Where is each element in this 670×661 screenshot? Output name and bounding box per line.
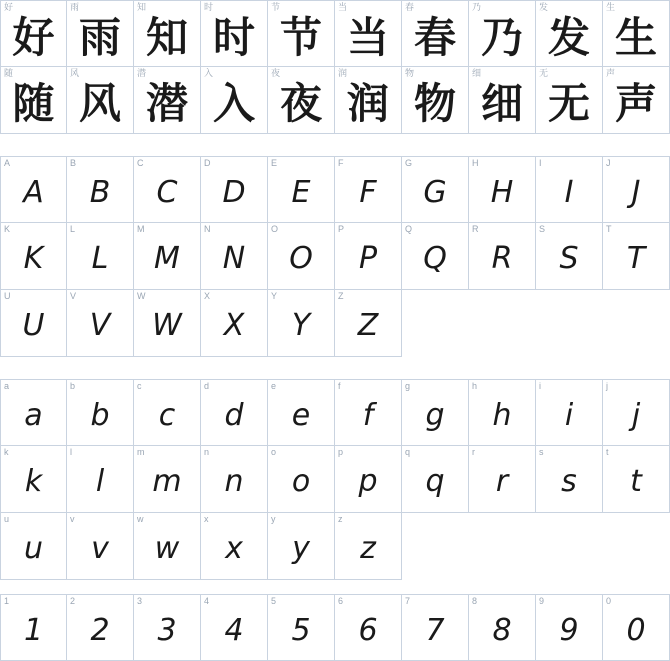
glyph-block-latin-lowercase bbox=[0, 379, 670, 580]
glyph-tag: K bbox=[4, 224, 11, 234]
glyph-char: h bbox=[492, 397, 512, 433]
glyph-char: i bbox=[564, 397, 574, 433]
glyph-char: 潜 bbox=[145, 79, 188, 128]
glyph-tag: 春 bbox=[405, 2, 415, 12]
glyph-cell bbox=[0, 513, 67, 580]
block-spacer bbox=[0, 134, 670, 156]
glyph-tag: 2 bbox=[70, 596, 76, 606]
glyph-char: 夜 bbox=[279, 79, 322, 128]
glyph-char: q bbox=[425, 464, 445, 499]
glyph-char: V bbox=[89, 308, 111, 343]
glyph-cell bbox=[134, 0, 201, 67]
glyph-cell bbox=[335, 594, 402, 661]
glyph-char: v bbox=[91, 531, 109, 566]
glyph-char: f bbox=[362, 397, 374, 433]
glyph-tag: x bbox=[204, 514, 209, 524]
block-spacer bbox=[0, 580, 670, 594]
glyph-cell-empty bbox=[469, 290, 536, 357]
glyph-char: b bbox=[90, 397, 110, 433]
glyph-cell bbox=[67, 513, 134, 580]
glyph-tag: N bbox=[204, 224, 211, 234]
glyph-cell bbox=[67, 0, 134, 67]
glyph-tag: o bbox=[271, 447, 277, 457]
glyph-cell bbox=[201, 379, 268, 446]
glyph-cell bbox=[67, 446, 134, 513]
glyph-row bbox=[0, 290, 670, 357]
glyph-tag: Q bbox=[405, 224, 413, 234]
glyph-char: n bbox=[224, 464, 244, 499]
glyph-char: S bbox=[559, 241, 579, 276]
glyph-char: u bbox=[23, 531, 43, 566]
glyph-tag: 当 bbox=[338, 2, 348, 12]
glyph-char: 当 bbox=[346, 12, 389, 62]
glyph-row bbox=[0, 594, 670, 661]
glyph-char: 好 bbox=[12, 12, 55, 62]
glyph-tag: 1 bbox=[4, 596, 10, 606]
glyph-tag: F bbox=[338, 158, 344, 168]
glyph-char: t bbox=[630, 464, 642, 499]
glyph-cell bbox=[536, 379, 603, 446]
glyph-cell bbox=[0, 0, 67, 67]
glyph-tag: 夜 bbox=[271, 68, 281, 78]
glyph-char: E bbox=[291, 174, 311, 210]
glyph-cell bbox=[335, 0, 402, 67]
glyph-tag: V bbox=[70, 291, 77, 301]
glyph-cell bbox=[134, 513, 201, 580]
glyph-row bbox=[0, 446, 670, 513]
glyph-char: 无 bbox=[547, 79, 590, 128]
glyph-cell bbox=[67, 67, 134, 134]
glyph-cell bbox=[268, 67, 335, 134]
glyph-char: m bbox=[152, 464, 182, 499]
glyph-cell bbox=[268, 156, 335, 223]
glyph-tag: l bbox=[70, 447, 72, 457]
glyph-cell bbox=[603, 67, 670, 134]
glyph-tag: c bbox=[137, 381, 142, 391]
glyph-char: I bbox=[564, 174, 574, 210]
glyph-char: 润 bbox=[346, 79, 389, 128]
glyph-tag: 物 bbox=[405, 68, 415, 78]
glyph-cell bbox=[335, 156, 402, 223]
glyph-tag: 润 bbox=[338, 68, 348, 78]
glyph-cell bbox=[0, 156, 67, 223]
glyph-cell bbox=[603, 446, 670, 513]
glyph-char: J bbox=[631, 174, 641, 210]
glyph-cell bbox=[536, 223, 603, 290]
glyph-tag: T bbox=[606, 224, 612, 234]
glyph-tag: q bbox=[405, 447, 411, 457]
glyph-cell bbox=[134, 290, 201, 357]
glyph-char: 1 bbox=[23, 612, 44, 648]
glyph-char: O bbox=[289, 241, 313, 276]
glyph-tag: O bbox=[271, 224, 279, 234]
glyph-cell bbox=[67, 223, 134, 290]
glyph-char: z bbox=[360, 531, 376, 566]
glyph-cell bbox=[402, 67, 469, 134]
glyph-cell bbox=[201, 513, 268, 580]
glyph-cell bbox=[201, 156, 268, 223]
glyph-char: j bbox=[631, 397, 641, 433]
glyph-cell-empty bbox=[536, 513, 603, 580]
glyph-cell bbox=[469, 0, 536, 67]
glyph-cell bbox=[0, 67, 67, 134]
glyph-char: 8 bbox=[492, 612, 512, 648]
glyph-cell bbox=[0, 379, 67, 446]
glyph-char: r bbox=[495, 464, 509, 499]
glyph-cell bbox=[134, 223, 201, 290]
glyph-cell bbox=[268, 223, 335, 290]
glyph-tag: 6 bbox=[338, 596, 344, 606]
glyph-tag: 无 bbox=[539, 68, 549, 78]
glyph-block-cjk-poem bbox=[0, 0, 670, 134]
glyph-char: 细 bbox=[480, 79, 523, 128]
glyph-tag: A bbox=[4, 158, 11, 168]
glyph-cell bbox=[469, 223, 536, 290]
glyph-tag: U bbox=[4, 291, 11, 301]
glyph-char: 乃 bbox=[480, 12, 523, 62]
glyph-tag: a bbox=[4, 381, 10, 391]
glyph-cell bbox=[268, 290, 335, 357]
glyph-cell bbox=[536, 446, 603, 513]
glyph-char: 3 bbox=[157, 612, 177, 648]
glyph-char: D bbox=[222, 174, 246, 210]
glyph-cell bbox=[134, 379, 201, 446]
glyph-tag: w bbox=[137, 514, 144, 524]
glyph-char: K bbox=[23, 241, 44, 276]
glyph-char: 4 bbox=[224, 612, 244, 648]
glyph-tag: Y bbox=[271, 291, 278, 301]
glyph-tag: 好 bbox=[4, 2, 14, 12]
glyph-char: c bbox=[158, 397, 176, 433]
glyph-cell bbox=[0, 446, 67, 513]
glyph-tag: v bbox=[70, 514, 75, 524]
glyph-cell bbox=[402, 223, 469, 290]
glyph-cell bbox=[469, 379, 536, 446]
glyph-cell bbox=[0, 594, 67, 661]
glyph-char: G bbox=[423, 174, 447, 210]
glyph-cell bbox=[335, 290, 402, 357]
glyph-tag: B bbox=[70, 158, 77, 168]
glyph-row bbox=[0, 67, 670, 134]
glyph-cell bbox=[335, 223, 402, 290]
glyph-row bbox=[0, 223, 670, 290]
glyph-cell bbox=[603, 594, 670, 661]
glyph-cell bbox=[0, 223, 67, 290]
glyph-tag: 乃 bbox=[472, 2, 482, 12]
glyph-cell bbox=[67, 594, 134, 661]
glyph-char: L bbox=[91, 241, 109, 276]
glyph-tag: H bbox=[472, 158, 479, 168]
glyph-char: g bbox=[425, 397, 445, 433]
glyph-cell bbox=[268, 446, 335, 513]
glyph-char: B bbox=[89, 174, 111, 210]
glyph-tag: C bbox=[137, 158, 144, 168]
glyph-cell bbox=[134, 67, 201, 134]
glyph-tag: E bbox=[271, 158, 278, 168]
glyph-tag: L bbox=[70, 224, 76, 234]
glyph-tag: 7 bbox=[405, 596, 411, 606]
glyph-tag: P bbox=[338, 224, 345, 234]
glyph-tag: y bbox=[271, 514, 276, 524]
glyph-cell bbox=[268, 513, 335, 580]
glyph-cell-empty bbox=[536, 290, 603, 357]
block-spacer bbox=[0, 357, 670, 379]
glyph-char: a bbox=[24, 397, 43, 433]
glyph-char: 声 bbox=[614, 79, 657, 128]
glyph-char: 节 bbox=[279, 12, 322, 62]
glyph-char: X bbox=[223, 308, 245, 343]
glyph-char: 6 bbox=[358, 612, 378, 648]
glyph-tag: R bbox=[472, 224, 479, 234]
glyph-tag: u bbox=[4, 514, 10, 524]
glyph-char: Y bbox=[291, 308, 311, 343]
glyph-char: 知 bbox=[145, 12, 188, 62]
glyph-cell bbox=[67, 156, 134, 223]
glyph-char: k bbox=[24, 464, 43, 499]
glyph-char: s bbox=[561, 464, 577, 499]
glyph-cell bbox=[469, 594, 536, 661]
glyph-char: p bbox=[358, 464, 378, 499]
glyph-row bbox=[0, 379, 670, 446]
glyph-tag: j bbox=[606, 381, 608, 391]
glyph-tag: 随 bbox=[4, 68, 14, 78]
glyph-cell bbox=[402, 379, 469, 446]
glyph-cell bbox=[469, 67, 536, 134]
glyph-tag: h bbox=[472, 381, 478, 391]
glyph-tag: 声 bbox=[606, 68, 616, 78]
glyph-char: P bbox=[358, 241, 378, 276]
glyph-tag: m bbox=[137, 447, 145, 457]
glyph-cell bbox=[335, 446, 402, 513]
glyph-row bbox=[0, 0, 670, 67]
glyph-cell bbox=[402, 446, 469, 513]
glyph-tag: 8 bbox=[472, 596, 478, 606]
glyph-tag: d bbox=[204, 381, 210, 391]
glyph-cell bbox=[335, 67, 402, 134]
glyph-tag: f bbox=[338, 381, 341, 391]
glyph-cell bbox=[603, 156, 670, 223]
glyph-cell bbox=[134, 156, 201, 223]
glyph-tag: 9 bbox=[539, 596, 545, 606]
glyph-cell bbox=[536, 67, 603, 134]
glyph-char: Q bbox=[423, 241, 447, 276]
glyph-char: 发 bbox=[547, 12, 590, 62]
glyph-tag: X bbox=[204, 291, 211, 301]
glyph-tag: t bbox=[606, 447, 609, 457]
glyph-char: F bbox=[359, 174, 377, 210]
glyph-cell bbox=[268, 379, 335, 446]
glyph-block-latin-uppercase bbox=[0, 156, 670, 357]
glyph-cell-empty bbox=[402, 513, 469, 580]
glyph-tag: 5 bbox=[271, 596, 277, 606]
glyph-tag: 时 bbox=[204, 2, 214, 12]
glyph-char: 5 bbox=[291, 612, 311, 648]
glyph-char: A bbox=[23, 174, 44, 210]
glyph-cell bbox=[603, 223, 670, 290]
glyph-row bbox=[0, 513, 670, 580]
glyph-char: Z bbox=[357, 308, 379, 343]
glyph-tag: z bbox=[338, 514, 343, 524]
glyph-tag: I bbox=[539, 158, 542, 168]
glyph-cell bbox=[335, 379, 402, 446]
glyph-char: H bbox=[490, 174, 514, 210]
glyph-char: l bbox=[95, 464, 105, 499]
glyph-tag: r bbox=[472, 447, 475, 457]
glyph-tag: M bbox=[137, 224, 145, 234]
glyph-char: N bbox=[222, 241, 246, 276]
glyph-char: 随 bbox=[12, 79, 55, 128]
glyph-tag: 节 bbox=[271, 2, 281, 12]
glyph-tag: 4 bbox=[204, 596, 210, 606]
glyph-tag: W bbox=[137, 291, 146, 301]
glyph-tag: 潜 bbox=[137, 68, 147, 78]
glyph-tag: Z bbox=[338, 291, 344, 301]
glyph-char: o bbox=[291, 464, 311, 499]
glyph-cell-empty bbox=[603, 290, 670, 357]
glyph-tag: 雨 bbox=[70, 2, 80, 12]
glyph-char: e bbox=[291, 397, 311, 433]
glyph-cell bbox=[402, 594, 469, 661]
glyph-char: 物 bbox=[413, 79, 456, 128]
glyph-cell bbox=[201, 290, 268, 357]
glyph-char: d bbox=[224, 397, 244, 433]
glyph-char: R bbox=[491, 241, 513, 276]
glyph-char: C bbox=[156, 174, 178, 210]
glyph-char: 7 bbox=[425, 612, 445, 648]
glyph-cell bbox=[201, 0, 268, 67]
glyph-cell bbox=[469, 446, 536, 513]
glyph-cell bbox=[268, 0, 335, 67]
glyph-cell bbox=[201, 446, 268, 513]
glyph-tag: b bbox=[70, 381, 76, 391]
glyph-char: y bbox=[292, 531, 310, 566]
glyph-tag: i bbox=[539, 381, 541, 391]
glyph-tag: p bbox=[338, 447, 344, 457]
glyph-cell bbox=[134, 446, 201, 513]
glyph-tag: n bbox=[204, 447, 210, 457]
glyph-tag: D bbox=[204, 158, 211, 168]
glyph-tag: 生 bbox=[606, 2, 616, 12]
glyph-char: W bbox=[152, 308, 182, 343]
glyph-tag: 风 bbox=[70, 68, 80, 78]
glyph-tag: 3 bbox=[137, 596, 143, 606]
glyph-char: x bbox=[225, 531, 243, 566]
glyph-tag: 细 bbox=[472, 68, 482, 78]
glyph-cell bbox=[67, 290, 134, 357]
glyph-char: w bbox=[154, 531, 180, 566]
glyph-cell bbox=[536, 0, 603, 67]
glyph-cell bbox=[0, 290, 67, 357]
glyph-char: 0 bbox=[626, 612, 646, 648]
glyph-cell bbox=[201, 67, 268, 134]
glyph-char: 春 bbox=[413, 12, 456, 62]
glyph-tag: e bbox=[271, 381, 277, 391]
glyph-cell bbox=[603, 379, 670, 446]
glyph-cell bbox=[402, 0, 469, 67]
glyph-cell bbox=[603, 0, 670, 67]
glyph-cell bbox=[536, 156, 603, 223]
glyph-char: 时 bbox=[212, 12, 255, 62]
glyph-cell-empty bbox=[469, 513, 536, 580]
glyph-tag: 入 bbox=[204, 68, 214, 78]
glyph-tag: J bbox=[606, 158, 611, 168]
glyph-tag: 知 bbox=[137, 2, 147, 12]
glyph-tag: g bbox=[405, 381, 411, 391]
glyph-char: 风 bbox=[78, 79, 121, 128]
glyph-tag: 0 bbox=[606, 596, 612, 606]
glyph-char: U bbox=[22, 308, 45, 343]
glyph-row bbox=[0, 156, 670, 223]
glyph-tag: k bbox=[4, 447, 9, 457]
glyph-char: 入 bbox=[212, 79, 255, 128]
glyph-cell bbox=[67, 379, 134, 446]
glyph-char: M bbox=[154, 241, 180, 276]
glyph-cell bbox=[201, 223, 268, 290]
glyph-char: 雨 bbox=[78, 12, 121, 62]
glyph-cell bbox=[201, 594, 268, 661]
glyph-cell bbox=[335, 513, 402, 580]
glyph-cell bbox=[134, 594, 201, 661]
glyph-cell bbox=[402, 156, 469, 223]
glyph-cell bbox=[268, 594, 335, 661]
glyph-tag: G bbox=[405, 158, 413, 168]
glyph-tag: s bbox=[539, 447, 544, 457]
glyph-char: 生 bbox=[614, 12, 657, 62]
glyph-cell bbox=[536, 594, 603, 661]
glyph-cell-empty bbox=[402, 290, 469, 357]
glyph-cell-empty bbox=[603, 513, 670, 580]
glyph-char: 9 bbox=[559, 612, 579, 648]
glyph-cell bbox=[469, 156, 536, 223]
glyph-block-digits bbox=[0, 594, 670, 661]
glyph-char: 2 bbox=[90, 612, 110, 648]
glyph-tag: 发 bbox=[539, 2, 549, 12]
glyph-tag: S bbox=[539, 224, 546, 234]
glyph-char: T bbox=[626, 241, 646, 276]
